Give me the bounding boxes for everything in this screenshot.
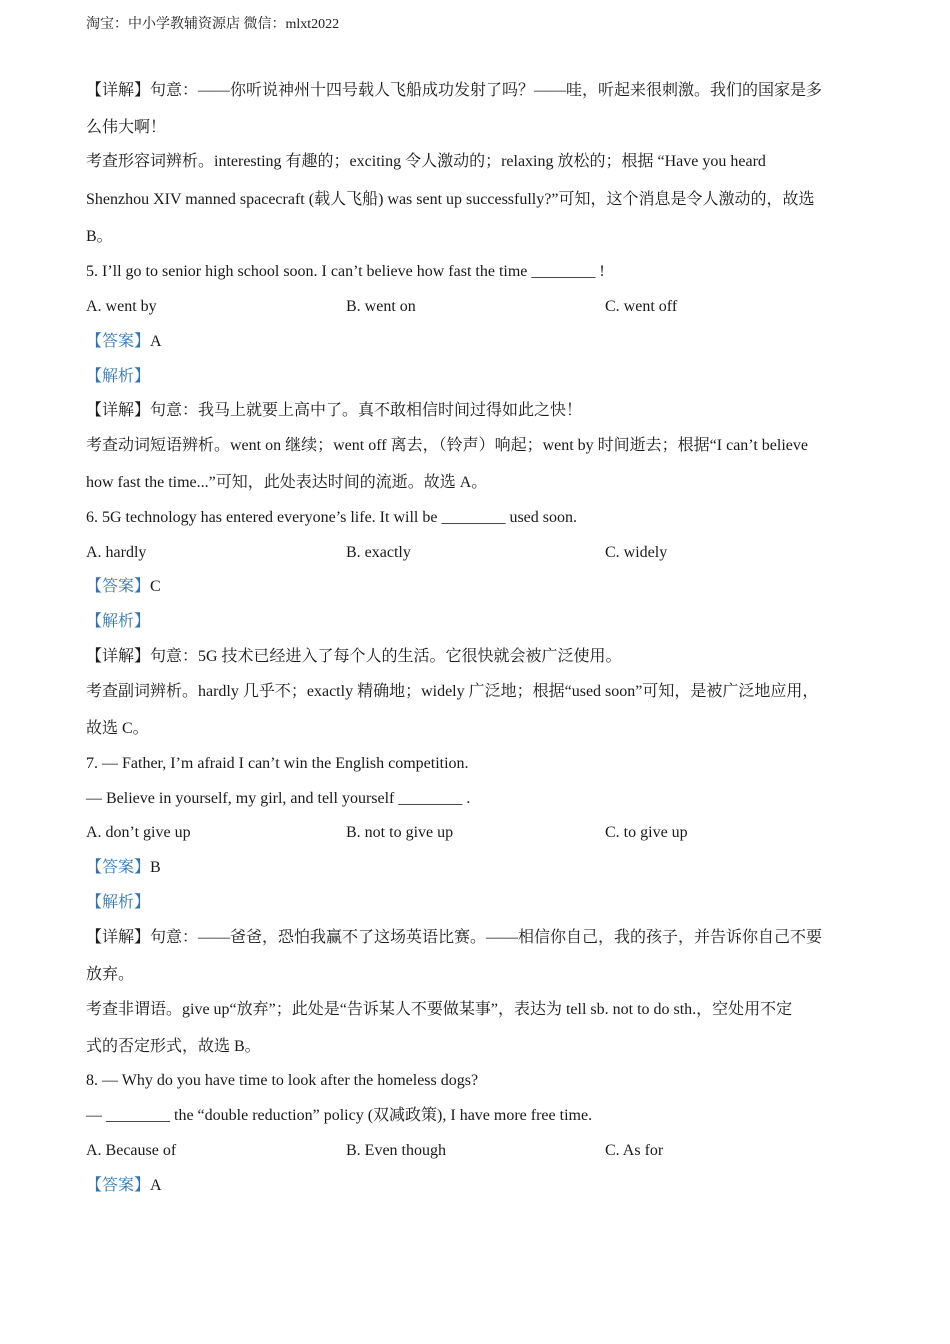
answer-tag: 【答案】: [86, 333, 151, 350]
q8-question: 8. — Why do you have time to look after the homeless dogs?: [86, 1072, 479, 1089]
q6-answer: [86, 577, 161, 597]
q5-analysis-line1: 考查动词短语辨析。went on 继续；went off 离去，（铃声）响起；went by 时间逝去；根据“I can’t believe: [86, 437, 808, 454]
q4-detail-line2: 么伟大啊！: [86, 119, 167, 136]
answer-value: A: [150, 1177, 162, 1194]
q4-analysis-line2: Shenzhou XIV manned spacecraft (载人飞船) was sent up successfully?”可知，这个消息是令人激动的，故选: [86, 191, 815, 208]
answer-value: A: [150, 333, 162, 350]
q7-analysis-line2: 式的否定形式，故选 B。: [86, 1038, 261, 1055]
q5-detail: 【详解】句意：我马上就要上高中了。真不敢相信时间过得如此之快！: [86, 402, 583, 419]
q8-option-b: B. Even though: [346, 1142, 446, 1159]
q7-analysis-tag: 【解析】: [86, 894, 151, 911]
q7-option-a: A. don’t give up: [86, 824, 191, 841]
q5-answer: [86, 332, 162, 352]
q6-question: 6. 5G technology has entered everyone’s life. It will be ________ used soon.: [86, 509, 577, 526]
q8-option-c: C. As for: [605, 1142, 664, 1159]
q6-option-a: A. hardly: [86, 544, 147, 561]
q5-analysis-line2: how fast the time...”可知，此处表达时间的流逝。故选 A。: [86, 474, 488, 491]
q7-question-reply: — Believe in yourself, my girl, and tell yourself ________ .: [86, 790, 471, 807]
q5-option-b: B. went on: [346, 298, 416, 315]
q6-option-b: B. exactly: [346, 544, 411, 561]
q5-option-c: C. went off: [605, 298, 678, 315]
q7-question: 7. — Father, I’m afraid I can’t win the English competition.: [86, 755, 469, 772]
q7-option-c: C. to give up: [605, 824, 688, 841]
q7-detail-line2: 放弃。: [86, 966, 135, 983]
q8-question-reply: — ________ the “double reduction” policy (双减政策), I have more free time.: [86, 1107, 593, 1124]
q4-analysis-line1: 考查形容词辨析。interesting 有趣的；exciting 令人激动的；relaxing 放松的；根据 “Have you heard: [86, 153, 766, 170]
q7-answer: [86, 858, 161, 878]
q8-option-a: A. Because of: [86, 1142, 177, 1159]
answer-tag: 【答案】: [86, 578, 151, 595]
q5-analysis-tag: 【解析】: [86, 368, 151, 385]
q4-analysis-line3: B。: [86, 228, 113, 245]
q7-analysis-line1: 考查非谓语。give up“放弃”；此处是“告诉某人不要做某事”，表达为 tell sb. not to do sth.，空处用不定: [86, 1001, 793, 1018]
q6-detail: 【详解】句意：5G 技术已经进入了每个人的生活。它很快就会被广泛使用。: [86, 648, 622, 665]
q5-option-a: A. went by: [86, 298, 157, 315]
answer-value: B: [150, 859, 161, 876]
q7-detail-line1: 【详解】句意：——爸爸，恐怕我赢不了这场英语比赛。——相信你自己，我的孩子，并告诉你自己不要: [86, 929, 823, 946]
q6-analysis-line1: 考查副词辨析。hardly 几乎不；exactly 精确地；widely 广泛地；根据“used soon”可知，是被广泛地应用，: [86, 683, 819, 700]
q6-option-c: C. widely: [605, 544, 668, 561]
answer-tag: 【答案】: [86, 859, 151, 876]
q4-detail-line1: 【详解】句意：——你听说神州十四号载人飞船成功发射了吗？——哇，听起来很刺激。我们的国家是多: [86, 82, 823, 99]
answer-tag: 【答案】: [86, 1177, 151, 1194]
q7-option-b: B. not to give up: [346, 824, 454, 841]
q6-analysis-line2: 故选 C。: [86, 720, 149, 737]
page-header: 淘宝：中小学教辅资源店 微信：mlxt2022: [86, 17, 340, 32]
q6-analysis-tag: 【解析】: [86, 613, 151, 630]
q5-question: 5. I’ll go to senior high school soon. I can’t believe how fast the time ________ !: [86, 263, 605, 280]
answer-value: C: [150, 578, 161, 595]
q8-answer: [86, 1176, 162, 1196]
